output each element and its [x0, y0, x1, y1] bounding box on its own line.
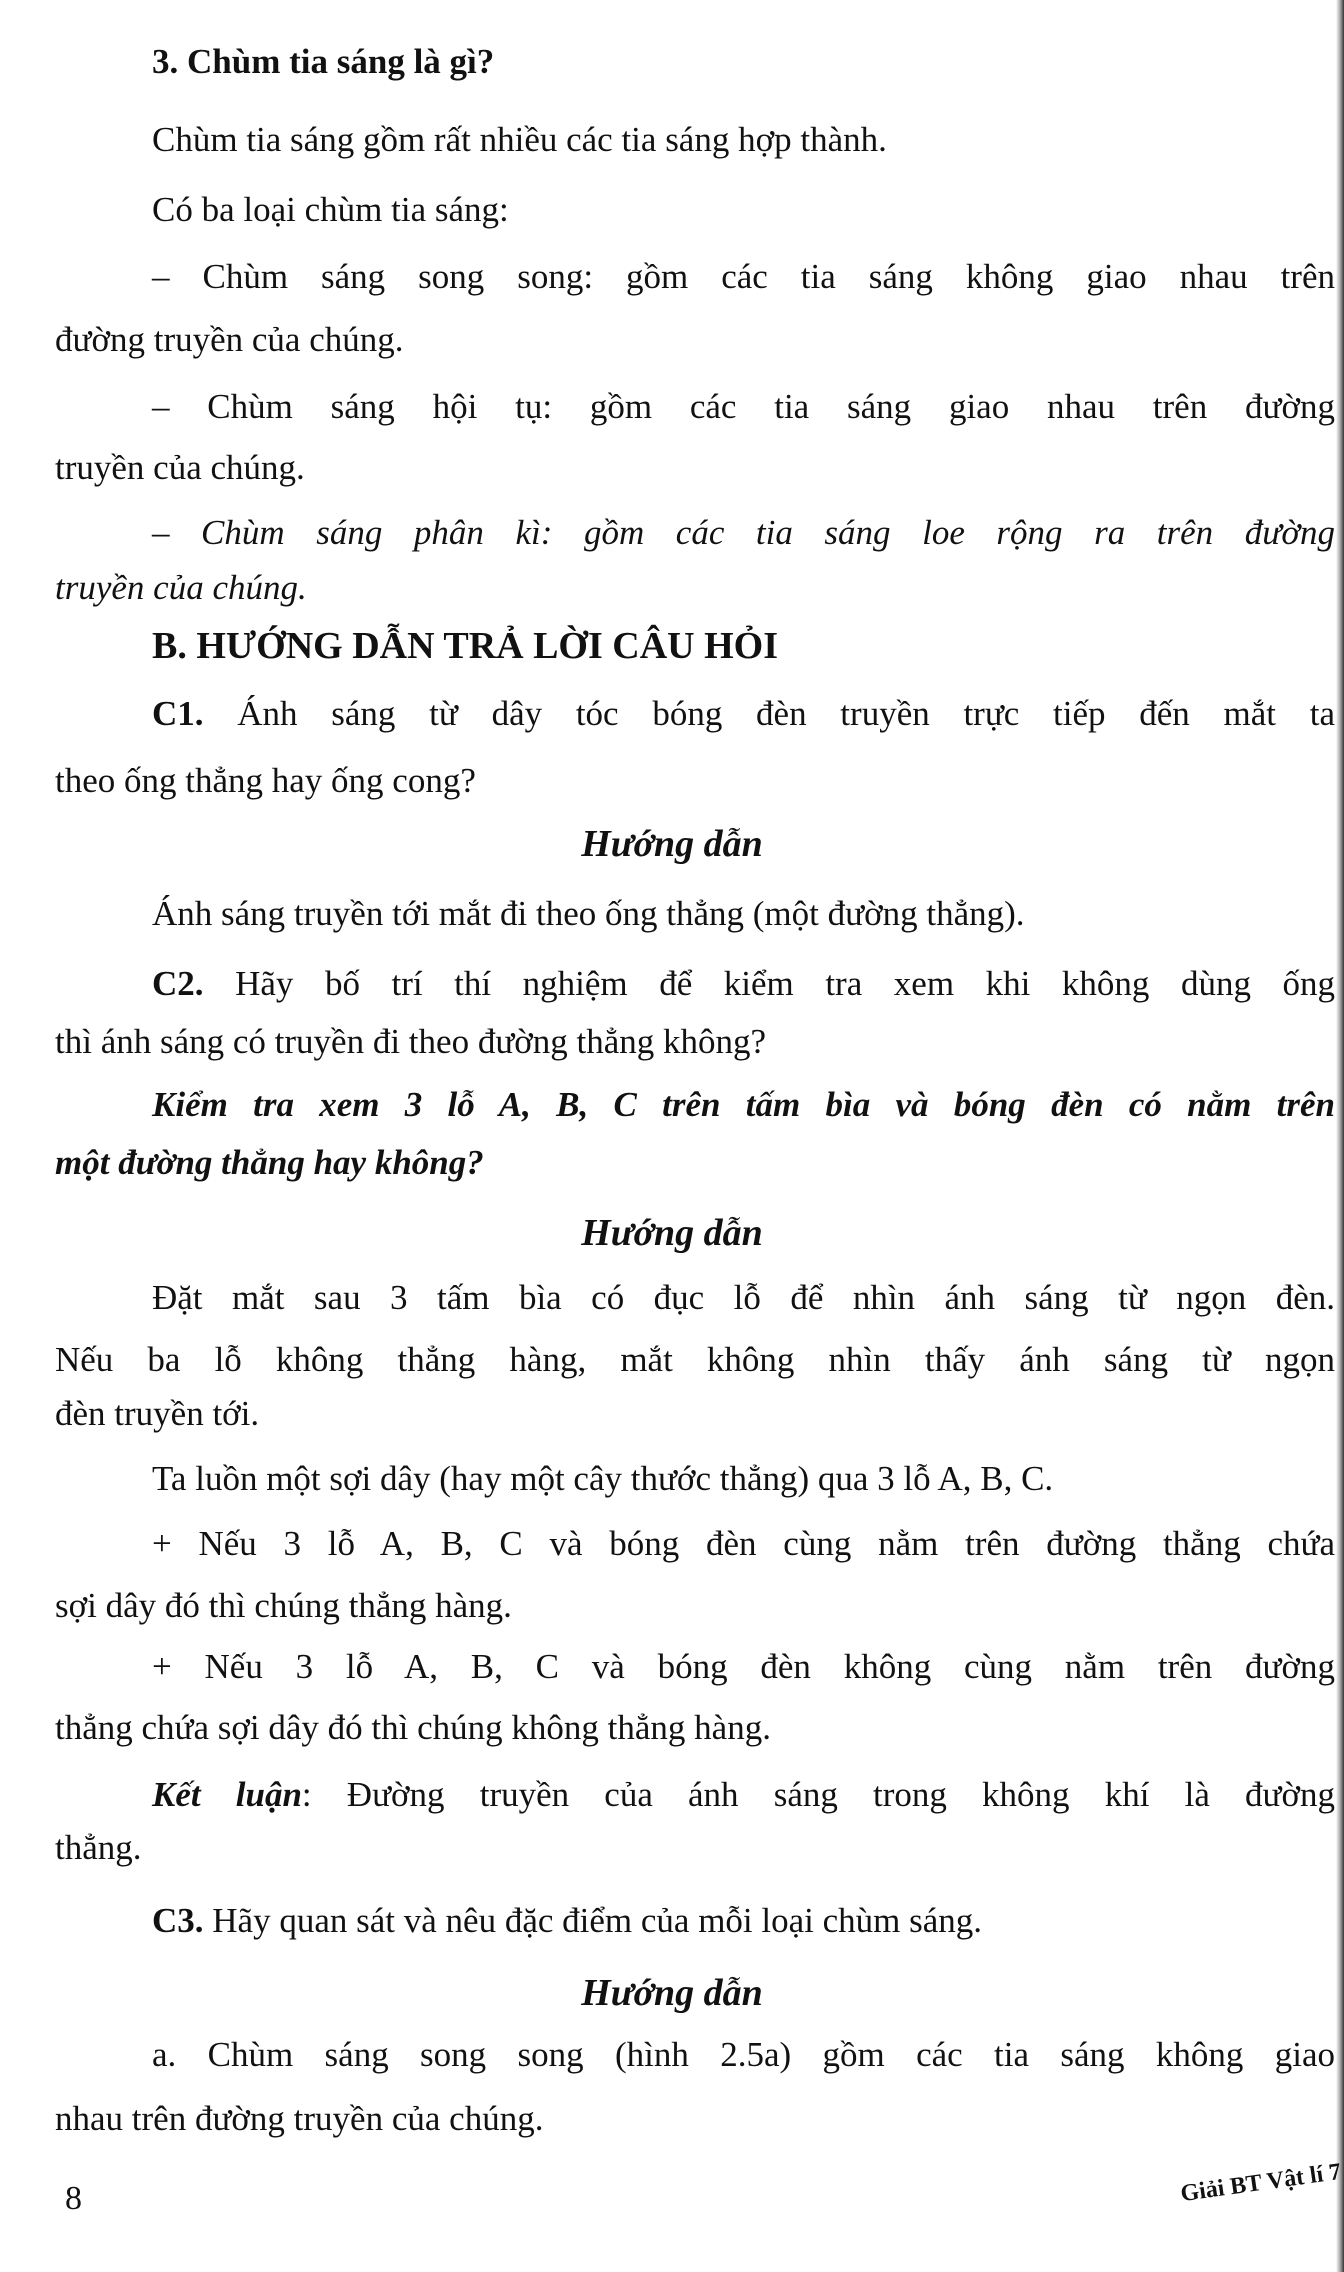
paragraph-line: thì ánh sáng có truyền đi theo đường thẳng không? [55, 1022, 767, 1061]
answer-line: thẳng chứa sợi dây đó thì chúng không thẳng hàng. [55, 1708, 771, 1747]
conclusion-label: Kết luận [152, 1775, 302, 1814]
question-c2 [152, 962, 1335, 1006]
paragraph-line: truyền của chúng. [55, 568, 307, 607]
paragraph-line: Chùm tia sáng gồm rất nhiều các tia sáng hợp thành. [152, 120, 887, 159]
question-text: Hãy bố trí thí nghiệm để kiểm tra xem khi không dùng ống [235, 964, 1336, 1003]
answer-line: Đặt mắt sau 3 tấm bìa có đục lỗ để nhìn ánh sáng từ ngọn đèn. [152, 1278, 1335, 1317]
answer-line: sợi dây đó thì chúng thẳng hàng. [55, 1586, 512, 1625]
answer-line: Nếu ba lỗ không thẳng hàng, mắt không nhìn thấy ánh sáng từ ngọn [55, 1340, 1335, 1379]
section-heading: B. HƯỚNG DẪN TRẢ LỜI CÂU HỎI [152, 625, 778, 667]
question-text: Hãy quan sát và nêu đặc điểm của mỗi loại chùm sáng. [212, 1901, 983, 1940]
answer-line: + Nếu 3 lỗ A, B, C và bóng đèn cùng nằm trên đường thẳng chứa [152, 1524, 1335, 1563]
answer-line: + Nếu 3 lỗ A, B, C và bóng đèn không cùng nằm trên đường [152, 1647, 1335, 1686]
question-label: C1. [152, 694, 204, 733]
question-text: Ánh sáng từ dây tóc bóng đèn truyền trực tiếp đến mắt ta [237, 694, 1336, 733]
guide-heading: Hướng dẫn [581, 823, 763, 865]
question-c3 [152, 1899, 1335, 1943]
paragraph-line: đường truyền của chúng. [55, 320, 404, 359]
answer-line: thẳng. [55, 1828, 142, 1867]
conclusion-text: : Đường truyền của ánh sáng trong không khí là đường [301, 1775, 1335, 1814]
answer-line: đèn truyền tới. [55, 1394, 260, 1433]
answer-line: a. Chùm sáng song song (hình 2.5a) gồm các tia sáng không giao [152, 2035, 1335, 2074]
answer-line: Ánh sáng truyền tới mắt đi theo ống thẳng (một đường thẳng). [152, 894, 1025, 933]
question-label: C3. [152, 1901, 204, 1940]
list-item: – Chùm sáng hội tụ: gồm các tia sáng giao nhau trên đường [152, 387, 1335, 426]
conclusion-line [152, 1773, 1335, 1817]
list-item: – Chùm sáng song song: gồm các tia sáng không giao nhau trên [152, 257, 1335, 296]
answer-line: Ta luồn một sợi dây (hay một cây thước thẳng) qua 3 lỗ A, B, C. [152, 1459, 1054, 1498]
question-c1 [152, 692, 1335, 736]
question-label: C2. [152, 964, 204, 1003]
guide-heading: Hướng dẫn [581, 1212, 763, 1254]
paragraph-line: truyền của chúng. [55, 448, 305, 487]
paragraph-line: Có ba loại chùm tia sáng: [152, 190, 509, 229]
book-title-footer: Giải BT Vật lí 7 [1178, 2158, 1343, 2208]
page-edge-shadow [1336, 0, 1344, 2272]
hint-line: Kiểm tra xem 3 lỗ A, B, C trên tấm bìa và bóng đèn có nằm trên [152, 1085, 1335, 1124]
section-heading: 3. Chùm tia sáng là gì? [152, 42, 495, 81]
guide-heading: Hướng dẫn [581, 1972, 763, 2014]
list-item: – Chùm sáng phân kì: gồm các tia sáng loe rộng ra trên đường [152, 513, 1335, 552]
hint-line: một đường thẳng hay không? [55, 1143, 484, 1182]
answer-line: nhau trên đường truyền của chúng. [55, 2099, 544, 2138]
paragraph-line: theo ống thẳng hay ống cong? [55, 761, 476, 800]
page-number: 8 [65, 2180, 82, 2217]
